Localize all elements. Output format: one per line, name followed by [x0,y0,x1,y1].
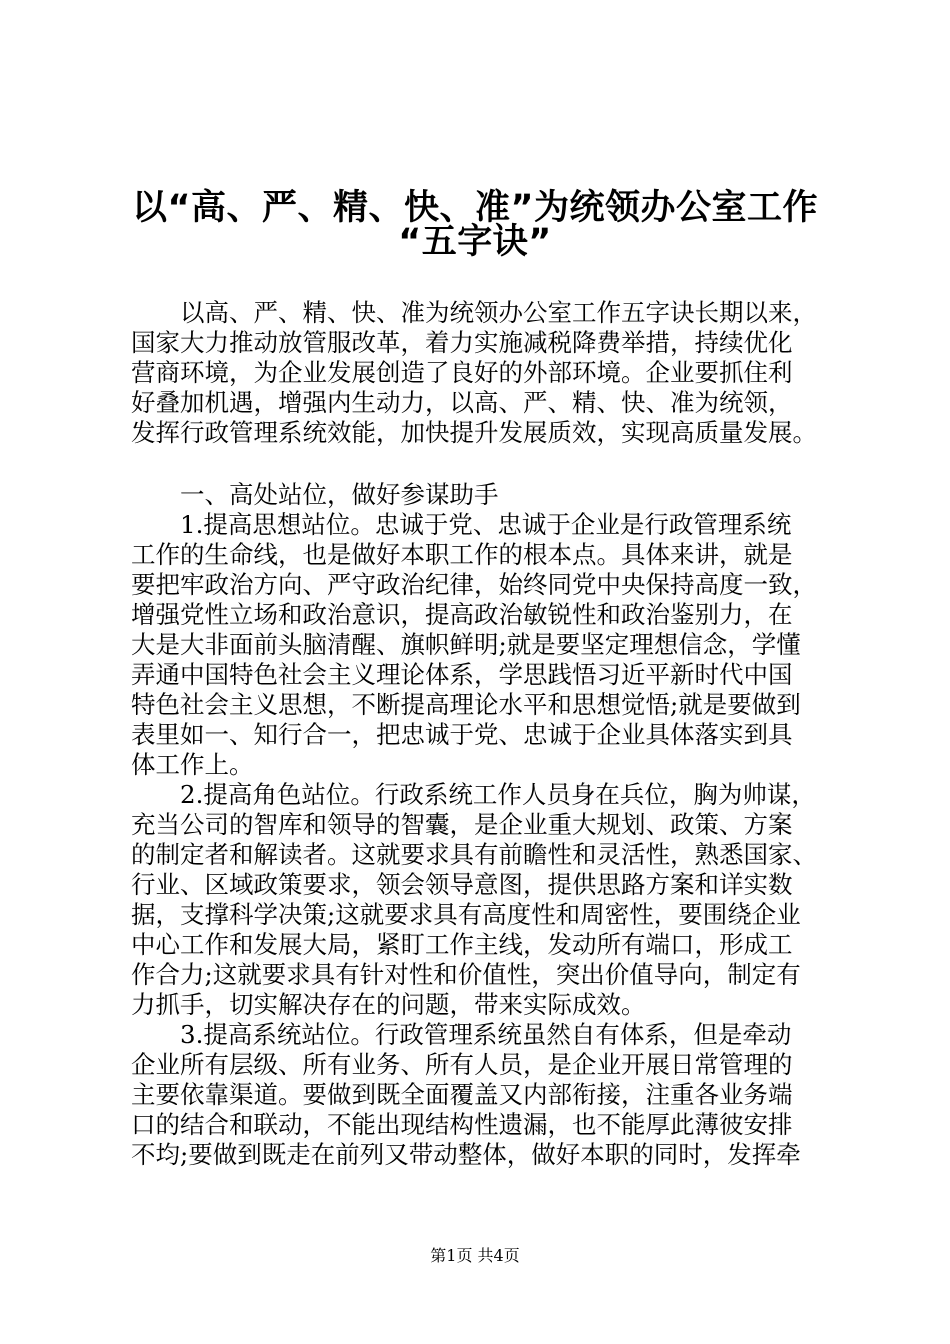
text-line: 以高、严、精、快、准为统领办公室工作五字诀长期以来， [131,298,817,327]
text-line: 的制定者和解读者。这就要求具有前瞻性和灵活性，熟悉国家、 [131,840,817,869]
text-line: 1.提高思想站位。忠诚于党、忠诚于企业是行政管理系统 [131,510,792,539]
text-line: 主要依靠渠道。要做到既全面覆盖又内部衔接，注重各业务端 [131,1080,793,1109]
text-line: 表里如一、知行合一，把忠诚于党、忠诚于企业具体落实到具 [131,720,793,749]
text-line: 大是大非面前头脑清醒、旗帜鲜明;就是要坚定理想信念，学懂 [131,630,801,659]
text-line: 据，支撑科学决策;这就要求具有高度性和周密性，要围绕企业 [131,900,801,929]
text-line: 弄通中国特色社会主义理论体系，学思践悟习近平新时代中国 [131,660,793,689]
text-line: 体工作上。 [131,750,254,779]
intro-paragraph [131,298,831,448]
text-line: 中心工作和发展大局，紧盯工作主线，发动所有端口，形成工 [131,930,793,959]
text-line: 特色社会主义思想，不断提高理论水平和思想觉悟;就是要做到 [131,690,801,719]
text-line: 企业所有层级、所有业务、所有人员，是企业开展日常管理的 [131,1050,793,1079]
section-heading: 一、高处站位，做好参谋助手 [131,480,499,509]
text-line: 不均;要做到既走在前列又带动整体，做好本职的同时，发挥牵 [131,1140,801,1169]
text-line: 力抓手，切实解决存在的问题，带来实际成效。 [131,990,646,1019]
text-line: 作合力;这就要求具有针对性和价值性，突出价值导向，制定有 [131,960,801,989]
text-line: 发挥行政管理系统效能，加快提升发展质效，实现高质量发展。 [131,418,817,447]
text-line: 行业、区域政策要求，领会领导意图，提供思路方案和详实数 [131,870,793,899]
text-line: 要把牢政治方向、严守政治纪律，始终同党中央保持高度一致， [131,570,817,599]
text-line: 国家大力推动放管服改革，着力实施减税降费举措，持续优化 [131,328,793,357]
page-indicator: 第1页 共4页 [430,1246,520,1265]
text-line: 充当公司的智库和领导的智囊，是企业重大规划、政策、方案 [131,810,793,839]
document-title-line-2: “五字诀” [398,222,552,262]
text-line: 3.提高系统站位。行政管理系统虽然自有体系，但是牵动 [131,1020,792,1049]
text-line: 口的结合和联动，不能出现结构性遗漏，也不能厚此薄彼安排 [131,1110,793,1139]
text-line: 工作的生命线，也是做好本职工作的根本点。具体来讲，就是 [131,540,793,569]
text-line: 增强党性立场和政治意识，提高政治敏锐性和政治鉴别力，在 [131,600,793,629]
text-line: 2.提高角色站位。行政系统工作人员身在兵位，胸为帅谋， [131,780,816,809]
document-title-line-1: 以“高、严、精、快、准”为统领办公室工作 [131,188,818,228]
text-line: 营商环境，为企业发展创造了良好的外部环境。企业要抓住利 [131,358,793,387]
section-one-body [131,480,831,1170]
text-line: 好叠加机遇，增强内生动力，以高、严、精、快、准为统领， [131,388,793,417]
